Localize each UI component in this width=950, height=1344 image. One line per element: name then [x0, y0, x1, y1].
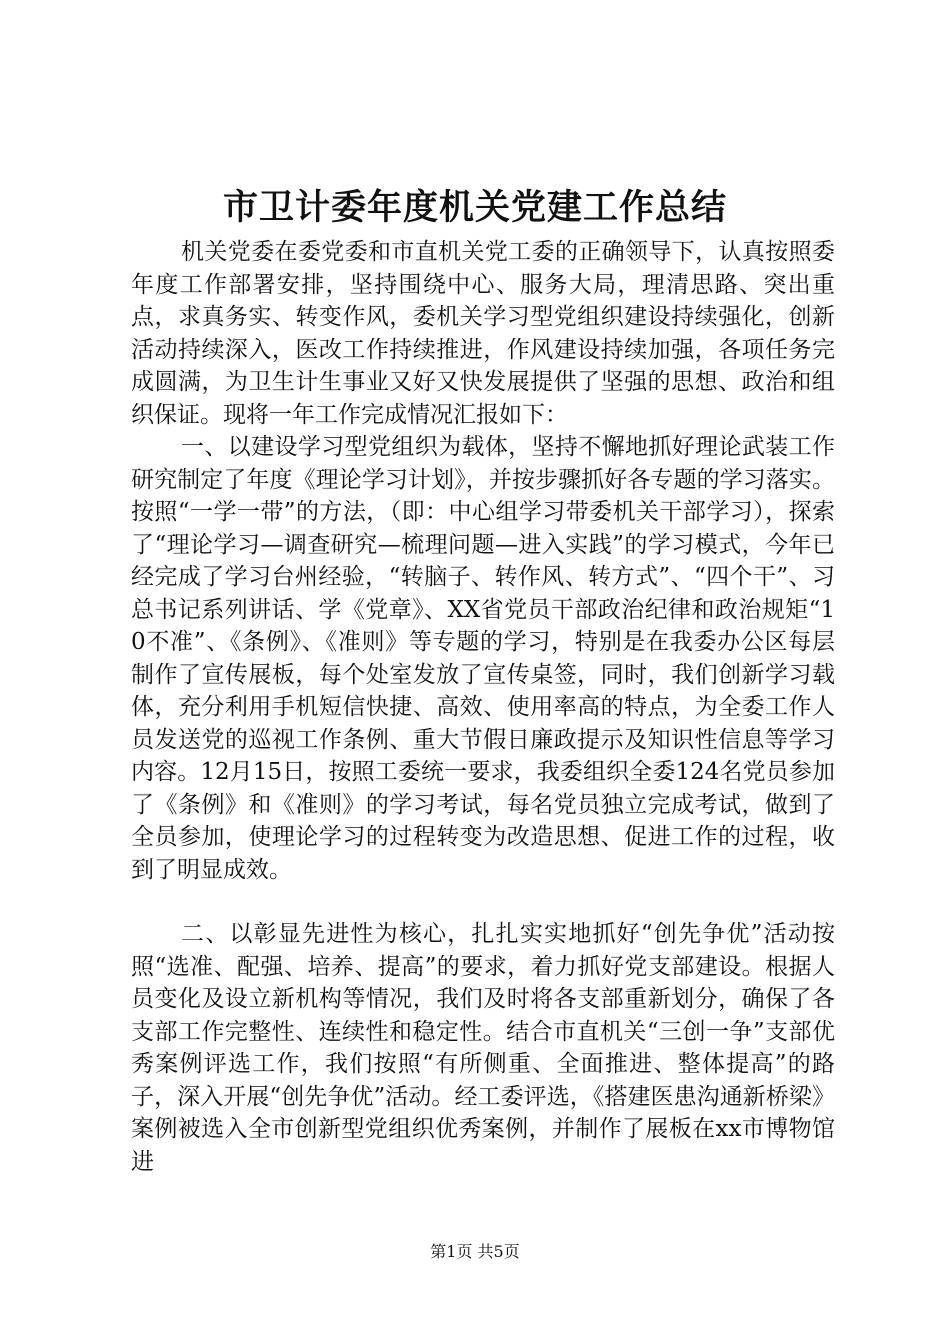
document-title: 市卫计委年度机关党建工作总结 — [222, 187, 727, 228]
paragraph-intro: 机关党委在委党委和市直机关党工委的正确领导下，认真按照委年度工作部署安排，坚持围绕中心、服务大局，理清思路、突出重点，求真务实、转变作风，委机关学习型党组织建设持续强化，创新活动持续深入，医改工作持续推进，作风建设持续加强，各项任务完成圆满，为卫生计生事业又好又快发展提供了坚强的思想、政治和组织保证。现将一年工作完成情况汇报如下： — [131, 239, 835, 428]
page-footer: 第1页 共5页 — [430, 1242, 520, 1261]
document-body — [131, 236, 835, 1178]
paragraph-section-2: 二、以彰显先进性为核心，扎扎实实地抓好“创先争优”活动按照“选准、配强、培养、提高”的要求，着力抓好党支部建设。根据人员变化及设立新机构等情况，我们及时将各支部重新划分，确保了各支部工作完整性、连续性和稳定性。结合市直机关“三创一争”支部优秀案例评选工作，我们按照“有所侧重、全面推进、整体提高”的路子，深入开展“创先争优”活动。经工委评选，《搭建医患沟通新桥梁》案例被选入全市创新型党组织优秀案例，并制作了展板在xx市博物馆进 — [131, 921, 835, 1175]
paragraph-section-1: 一、以建设学习型党组织为载体，坚持不懈地抓好理论武装工作研究制定了年度《理论学习计划》，并按步骤抓好各专题的学习落实。按照“一学一带”的方法，（即：中心组学习带委机关干部学习），探索了“理论学习—调查研究—梳理问题—进入实践”的学习模式，今年已经完成了学习台州经验，“转脑子、转作风、转方式”、“四个干”、习总书记系列讲话、学《党章》、XX省党员干部政治纪律和政治规矩“10不准”、《条例》、《准则》等专题的学习，特别是在我委办公区每层制作了宣传展板，每个处室发放了宣传桌签，同时，我们创新学习载体，充分利用手机短信快捷、高效、使用率高的特点，为全委工作人员发送党的巡视工作条例、重大节假日廉政提示及知识性信息等学习内容。12月15日，按照工委统一要求，我委组织全委124名党员参加了《条例》和《准则》的学习考试，每名党员独立完成考试，做到了全员参加，使理论学习的过程转变为改造思想、促进工作的过程，收到了明显成效。 — [131, 434, 835, 883]
